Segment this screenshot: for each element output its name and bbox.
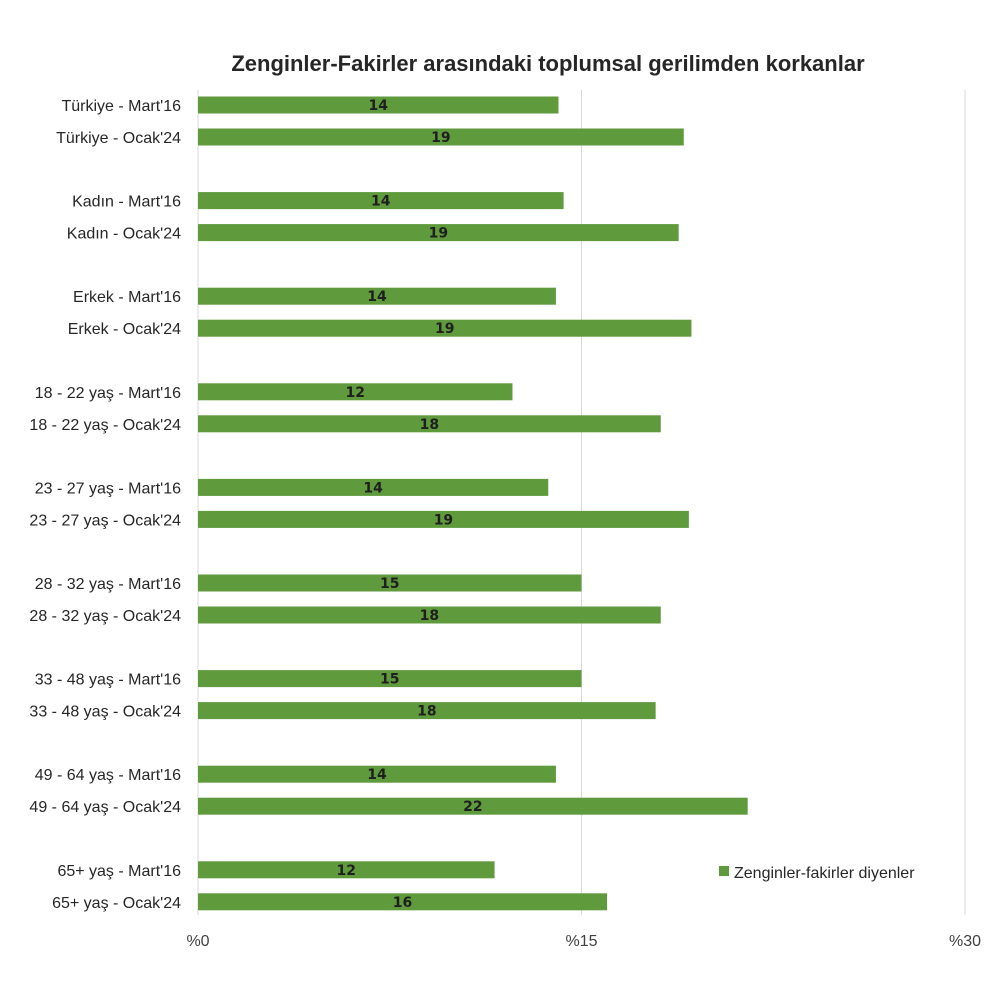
category-label: 23 - 27 yaş - Mart'16: [34, 480, 181, 498]
x-axis-ticks: [186, 933, 981, 950]
category-label: Erkek - Mart'16: [73, 289, 181, 307]
data-label: 14: [363, 480, 383, 497]
data-label: 14: [367, 767, 387, 784]
data-labels: [337, 98, 483, 911]
category-label: 65+ yaş - Mart'16: [57, 862, 181, 880]
x-tick-label: %15: [565, 933, 598, 950]
category-label: 28 - 32 yaş - Mart'16: [34, 576, 181, 593]
data-label: 12: [345, 384, 365, 401]
category-label: Erkek - Ocak'24: [67, 321, 181, 339]
category-label: Türkiye - Mart'16: [61, 98, 181, 115]
category-label: 33 - 48 yaş - Ocak'24: [29, 703, 181, 721]
data-label: 19: [434, 321, 455, 338]
category-label: Kadın - Ocak'24: [66, 225, 181, 243]
data-label: 22: [463, 799, 483, 816]
category-label: 65+ yaş - Ocak'24: [52, 894, 181, 912]
legend-swatch: [719, 866, 729, 876]
category-label: Türkiye - Ocak'24: [56, 130, 181, 147]
data-label: 14: [371, 193, 391, 210]
legend-label: Zenginler-fakirler diyenler: [734, 865, 915, 882]
gridlines: [198, 90, 965, 915]
x-tick-label: %0: [186, 933, 210, 950]
data-label: 19: [428, 225, 449, 242]
chart-title: Zenginler-Fakirler arasındaki toplumsal gerilimden korkanlar: [231, 51, 865, 76]
data-label: 15: [380, 671, 400, 688]
category-label: 18 - 22 yaş - Mart'16: [34, 384, 181, 402]
data-label: 16: [392, 894, 413, 911]
category-labels: [29, 98, 181, 912]
data-label: 15: [380, 576, 400, 592]
data-label: 19: [433, 512, 454, 529]
x-tick-label: %30: [948, 933, 982, 950]
category-label: 28 - 32 yaş - Ocak'24: [29, 608, 181, 625]
data-label: 14: [368, 98, 388, 114]
bars: [198, 97, 748, 911]
data-label: 18: [417, 703, 437, 720]
category-label: Kadın - Mart'16: [72, 193, 181, 211]
category-label: 49 - 64 yaş - Mart'16: [34, 767, 181, 785]
legend: [719, 865, 915, 882]
category-label: 49 - 64 yaş - Ocak'24: [29, 799, 181, 817]
data-label: 18: [419, 416, 440, 433]
category-label: 23 - 27 yaş - Ocak'24: [29, 512, 181, 530]
data-label: 14: [367, 289, 387, 306]
category-label: 18 - 22 yaş - Ocak'24: [29, 416, 181, 434]
data-label: 18: [419, 608, 440, 624]
data-label: 12: [336, 862, 357, 879]
category-label: 33 - 48 yaş - Mart'16: [34, 671, 181, 689]
data-label: 19: [431, 130, 451, 146]
